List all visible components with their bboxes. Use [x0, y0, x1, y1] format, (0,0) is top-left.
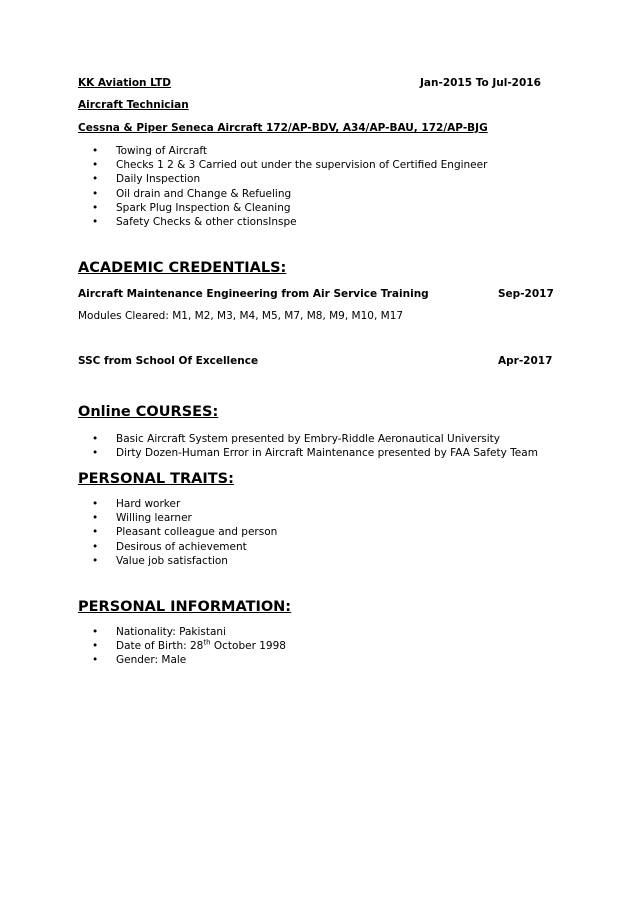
modules-cleared: Modules Cleared: M1, M2, M3, M4, M5, M7, M8, M9, M10, M17: [78, 310, 404, 322]
ssc-title: SSC from School Of Excellence: [78, 355, 259, 367]
employment-period: Jan-2015 To Jul-2016: [420, 77, 541, 89]
list-item: [78, 639, 286, 653]
ssc-date: Apr-2017: [498, 355, 553, 367]
date-of-birth-suffix: October 1998: [210, 640, 286, 653]
personal-info-list: [78, 625, 286, 668]
list-item: [78, 625, 286, 639]
bullet-icon: •: [92, 433, 99, 445]
list-item: • Willing learner: [92, 512, 192, 525]
bullet-icon: •: [92, 540, 99, 553]
list-item: • Desirous of achievement: [92, 540, 247, 553]
list-item: • Checks 1 2 & 3 Carried out under the supervision of Certified Engineer: [92, 159, 488, 172]
bullet-icon: •: [92, 498, 99, 510]
ame-title: Aircraft Maintenance Engineering from Air Service Training: [78, 288, 429, 300]
list-item: • Towing of Aircraft: [92, 145, 208, 157]
job-role: Aircraft Technician: [78, 99, 189, 111]
company-name: KK Aviation LTD: [78, 77, 172, 89]
bullet-icon: •: [92, 201, 99, 214]
list-item: • Oil drain and Change & Refueling: [92, 187, 292, 200]
bullet-icon: •: [92, 654, 99, 667]
list-item: • Dirty Dozen-Human Error in Aircraft Maintenance presented by FAA Safety Team: [92, 447, 538, 460]
list-item: • Pleasant colleague and person: [92, 526, 278, 539]
bullet-icon: •: [92, 512, 99, 525]
gender: Gender: Male: [116, 654, 187, 667]
date-of-birth-prefix: Date of Birth: 28: [116, 640, 204, 653]
list-item: • Safety Checks & other ctionsInspe: [92, 215, 297, 228]
personal-info-heading: PERSONAL INFORMATION:: [78, 599, 292, 615]
bullet-icon: •: [92, 187, 99, 200]
duties-list: [78, 144, 487, 229]
aircraft-types: Cessna & Piper Seneca Aircraft 172/AP-BDV, A34/AP-BAU, 172/AP-BJG: [78, 122, 488, 134]
bullet-icon: •: [92, 626, 99, 638]
bullet-icon: •: [92, 447, 99, 460]
list-item: • Hard worker: [92, 498, 181, 510]
academic-heading: ACADEMIC CREDENTIALS:: [78, 260, 287, 276]
list-item: • Spark Plug Inspection & Cleaning: [92, 201, 291, 214]
nationality: Nationality: Pakistani: [116, 626, 226, 638]
list-item: [78, 653, 286, 667]
date-of-birth-suffix-sup: th: [203, 638, 211, 647]
courses-list: [78, 432, 538, 460]
traits-list: [78, 497, 277, 568]
bullet-icon: •: [92, 640, 99, 653]
list-item: • Value job satisfaction: [92, 554, 228, 567]
bullet-icon: •: [92, 526, 99, 539]
bullet-icon: •: [92, 554, 99, 567]
bullet-icon: •: [92, 159, 99, 172]
bullet-icon: •: [92, 215, 99, 228]
list-item: • Daily Inspection: [92, 173, 201, 186]
courses-heading: Online COURSES:: [78, 404, 219, 420]
ame-date: Sep-2017: [498, 288, 554, 300]
list-item: • Basic Aircraft System presented by Embry-Riddle Aeronautical University: [92, 433, 500, 445]
traits-heading: PERSONAL TRAITS:: [78, 471, 234, 487]
bullet-icon: •: [92, 145, 99, 157]
bullet-icon: •: [92, 173, 99, 186]
